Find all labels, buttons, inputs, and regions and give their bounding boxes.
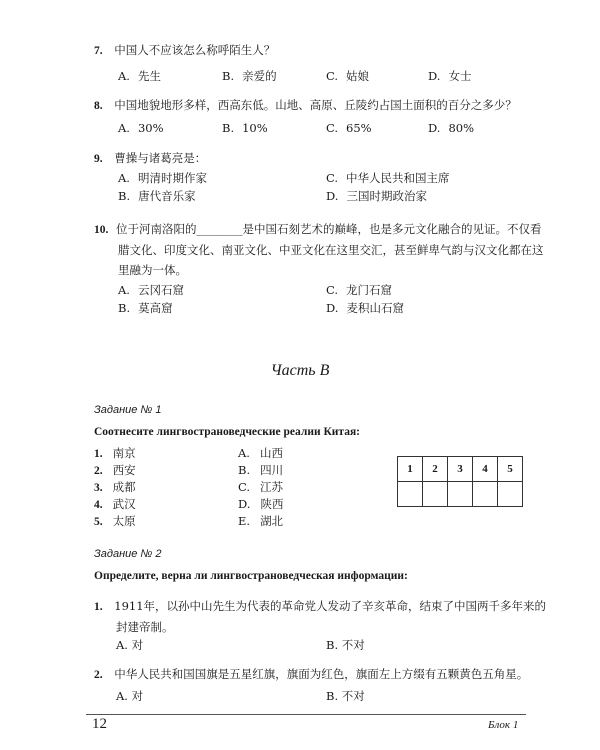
answer-grid-header: 1 [398, 457, 423, 482]
answer-grid-header: 2 [423, 457, 448, 482]
match-left-item: 2. 西安 [94, 463, 136, 477]
match-right-item: C. 江苏 [238, 480, 284, 494]
option-c[interactable]: C. 龙门石窟 [326, 283, 393, 297]
task-1-title: Задание № 1 [94, 404, 162, 416]
option-c[interactable]: C. 中华人民共和国主席 [326, 171, 450, 185]
answer-cell[interactable] [398, 482, 423, 507]
false-option[interactable]: B. 不对 [326, 638, 365, 652]
answer-grid [397, 456, 523, 507]
question-number: 10. [94, 224, 109, 236]
item-number: 2. [94, 669, 103, 681]
item-text-line-2: 封建帝制。 [116, 620, 174, 634]
item-text-line-1: 1911年，以孙中山先生为代表的革命党人发动了辛亥革命，结束了中国两千多年来的 [114, 599, 547, 613]
true-option[interactable]: A. 对 [116, 638, 144, 652]
option-c[interactable]: C. 姑娘 [326, 69, 370, 83]
task-2-item-2 [94, 664, 534, 685]
question-text: 中国人不应该怎么称呼陌生人？ [114, 43, 276, 57]
match-left-item: 4. 武汉 [94, 497, 136, 511]
option-c[interactable]: C. 65% [326, 121, 372, 135]
option-d[interactable]: D. 麦积山石窟 [326, 301, 404, 315]
question-text-line-3: 里融为一体。 [118, 263, 187, 277]
option-d[interactable]: D. 三国时期政治家 [326, 189, 427, 203]
false-option[interactable]: B. 不对 [326, 689, 365, 703]
question-7 [94, 40, 275, 61]
footer-divider [86, 714, 526, 715]
question-number: 8. [94, 100, 103, 112]
question-text: 中国地貌地形多样，西高东低。山地、高原、丘陵约占国土面积的百分之多少？ [114, 98, 517, 112]
option-b[interactable]: B. 唐代音乐家 [118, 189, 196, 203]
question-text-line-2: 腊文化、印度文化、南亚文化、中亚文化在这里交汇，甚至鲜卑气韵与汉文化都在这 [118, 243, 544, 257]
question-8 [94, 95, 517, 116]
match-left-item: 1. 南京 [94, 446, 136, 460]
option-d[interactable]: D. 80% [428, 121, 475, 135]
item-number: 1. [94, 601, 103, 613]
question-number: 9. [94, 153, 103, 165]
task-2-title: Задание № 2 [94, 548, 162, 560]
question-text-line-1: 位于河南洛阳的________是中国石刻艺术的巅峰，也是多元文化融合的见证。不仅看 [116, 222, 542, 236]
answer-grid-header: 5 [498, 457, 523, 482]
match-right-item: D. 陕西 [238, 497, 284, 511]
answer-cell[interactable] [473, 482, 498, 507]
option-b[interactable]: B. 莫高窟 [118, 301, 173, 315]
task-2-item-1 [94, 596, 547, 637]
match-left-item: 5. 太原 [94, 514, 136, 528]
answer-cell[interactable] [448, 482, 473, 507]
block-label: Блок 1 [488, 719, 519, 731]
option-a[interactable]: A. 明清时期作家 [118, 171, 207, 185]
match-left-item: 3. 成都 [94, 480, 136, 494]
match-right-item: B. 四川 [238, 463, 284, 477]
section-title: Часть В [270, 362, 330, 379]
match-right-item: A. 山西 [238, 446, 283, 460]
page-number: 12 [92, 716, 107, 732]
question-text: 曹操与诸葛亮是： [114, 151, 207, 165]
option-b[interactable]: B. 10% [222, 121, 268, 135]
answer-grid-header-row [398, 457, 523, 482]
answer-grid-answer-row [398, 482, 523, 507]
question-9 [94, 148, 206, 169]
answer-grid-header: 4 [473, 457, 498, 482]
option-a[interactable]: A. 先生 [118, 69, 161, 83]
match-right-item: E. 湖北 [238, 514, 284, 528]
option-b[interactable]: B. 亲爱的 [222, 69, 277, 83]
task-1-instruction: Соотнесите лингвострановедческие реалии Китая: [94, 426, 360, 438]
option-a[interactable]: A. 30% [118, 121, 164, 135]
option-a[interactable]: A. 云冈石窟 [118, 283, 184, 297]
option-d[interactable]: D. 女士 [428, 69, 472, 83]
item-text-line-1: 中华人民共和国国旗是五星红旗，旗面为红色，旗面左上方缀有五颗黄色五角星。 [114, 667, 529, 681]
task-2-instruction: Определите, верна ли лингвострановедческая информации: [94, 570, 408, 582]
answer-grid-header: 3 [448, 457, 473, 482]
question-number: 7. [94, 45, 103, 57]
true-option[interactable]: A. 对 [116, 689, 144, 703]
question-10 [94, 219, 544, 280]
answer-cell[interactable] [498, 482, 523, 507]
answer-cell[interactable] [423, 482, 448, 507]
